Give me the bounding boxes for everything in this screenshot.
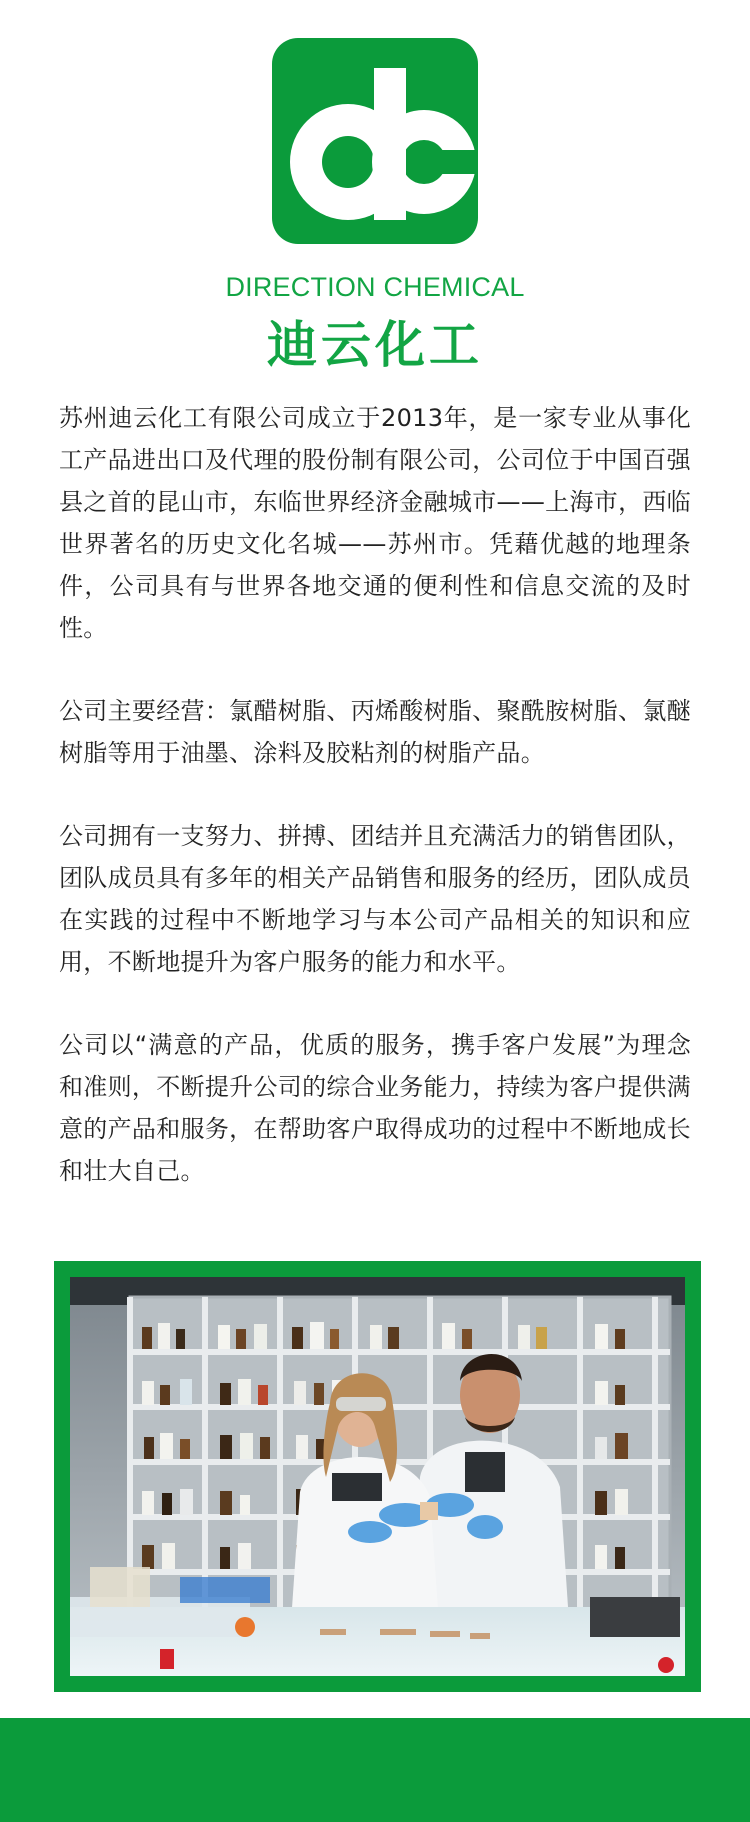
philosophy-paragraph: 公司以“满意的产品，优质的服务，携手客户发展”为理念和准则，不断提升公司的综合业务能力，持续为客户提供满意的产品和服务，在帮助客户取得成功的过程中不断地成长和壮大自己。 (59, 1031, 691, 1185)
dc-logo-mark (272, 38, 478, 244)
laboratory-scientists-photo-icon (70, 1277, 685, 1676)
company-introduction (59, 397, 691, 1233)
laboratory-photo (70, 1277, 685, 1676)
brand-name-cn: 迪云化工 (267, 316, 483, 374)
dc-logo-icon (272, 38, 478, 244)
company-logo (0, 0, 750, 374)
photo-frame (54, 1261, 701, 1692)
brand-name-en: DIRECTION CHEMICAL (225, 272, 525, 302)
intro-paragraph: 苏州迪云化工有限公司成立于2013年，是一家专业从事化工产品进出口及代理的股份制有限公司，公司位于中国百强县之首的昆山市，东临世界经济金融城市——上海市，西临世界著名的历史文化名城——苏州市。凭藉优越的地理条件，公司具有与世界各地交通的便利性和信息交流的及时性。 (59, 404, 691, 642)
business-paragraph: 公司主要经营：氯醋树脂、丙烯酸树脂、聚酰胺树脂、氯醚树脂等用于油墨、涂料及胶粘剂的树脂产品。 (59, 697, 691, 767)
footer-bar (0, 1718, 750, 1822)
team-paragraph: 公司拥有一支努力、拼搏、团结并且充满活力的销售团队，团队成员具有多年的相关产品销售和服务的经历，团队成员在实践的过程中不断地学习与本公司产品相关的知识和应用，不断地提升为客户服务的能力和水平。 (59, 822, 691, 976)
